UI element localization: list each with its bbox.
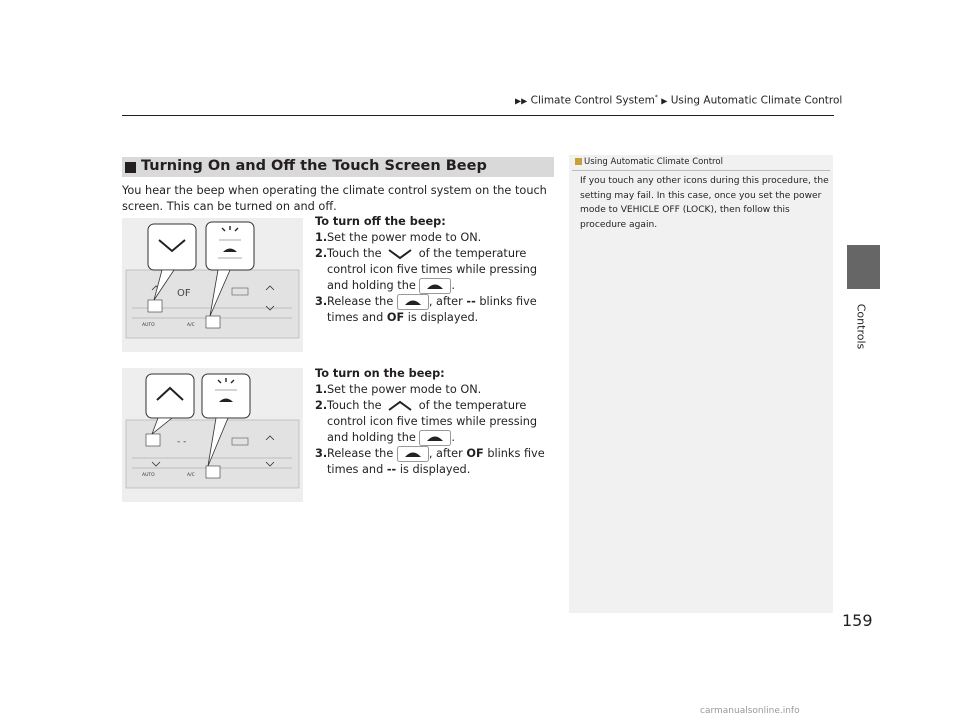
panel-display-text: OF — [177, 288, 191, 299]
watermark: carmanualsonline.info — [700, 706, 800, 716]
intro-paragraph: You hear the beep when operating the climate control system on the touch screen. This can be turned on and off. — [122, 184, 547, 213]
turn-off-step-1: 1. Set the power mode to ON. — [315, 231, 482, 244]
breadcrumb-arrows: ▶▶ — [515, 96, 528, 106]
chevron-down-icon — [385, 247, 415, 261]
turn-off-heading: To turn off the beep: — [315, 215, 446, 228]
side-tab-marker — [847, 245, 880, 289]
svg-text:AUTO: AUTO — [142, 323, 155, 328]
beep-car-icon — [397, 294, 429, 310]
note-heading: Using Automatic Climate Control — [575, 157, 723, 167]
note-rule — [572, 170, 830, 171]
note-body: If you touch any other icons during this procedure, the setting may fail. In this case, once you set the power mode to VEHICLE OFF (LOCK), then follow this procedure again. — [580, 176, 829, 230]
turn-on-steps — [315, 366, 560, 478]
climate-panel-illustration-on — [122, 368, 303, 502]
turn-off-step-3: 3. Release the , after -- blinks five times and OF is displayed. — [315, 295, 537, 324]
breadcrumb-section[interactable]: Climate Control System — [530, 94, 655, 107]
side-tab-label: Controls — [854, 303, 868, 350]
climate-panel-illustration-off — [122, 218, 303, 352]
beep-car-icon — [397, 446, 429, 462]
breadcrumb-separator: ▶ — [661, 96, 668, 106]
section-title: Turning On and Off the Touch Screen Beep — [141, 158, 487, 174]
breadcrumb — [515, 94, 842, 107]
chevron-up-icon — [385, 399, 415, 413]
note-icon — [575, 158, 582, 165]
turn-on-step-3: 3. Release the , after OF blinks five times and -- is displayed. — [315, 447, 545, 476]
beep-car-icon — [419, 430, 451, 446]
turn-off-steps — [315, 214, 560, 326]
turn-on-step-2: 2. Touch the of the temperature control icon five times while pressing and holding the . — [315, 399, 538, 444]
svg-text:A/C: A/C — [187, 473, 195, 478]
section-title-bar — [122, 157, 554, 177]
section-square-icon — [125, 162, 136, 173]
svg-text:AUTO: AUTO — [142, 473, 155, 478]
turn-on-step-1: 1. Set the power mode to ON. — [315, 383, 482, 396]
svg-text:- -: - - — [177, 437, 187, 447]
beep-car-icon — [419, 278, 451, 294]
breadcrumb-star: * — [654, 94, 658, 101]
header-rule — [122, 115, 834, 116]
turn-on-heading: To turn on the beep: — [315, 367, 445, 380]
svg-text:A/C: A/C — [187, 323, 195, 328]
breadcrumb-subsection[interactable]: Using Automatic Climate Control — [670, 94, 843, 107]
turn-off-step-2: 2. Touch the of the temperature control icon five times while pressing and holding the . — [315, 247, 538, 292]
page-number: 159 — [842, 611, 873, 630]
